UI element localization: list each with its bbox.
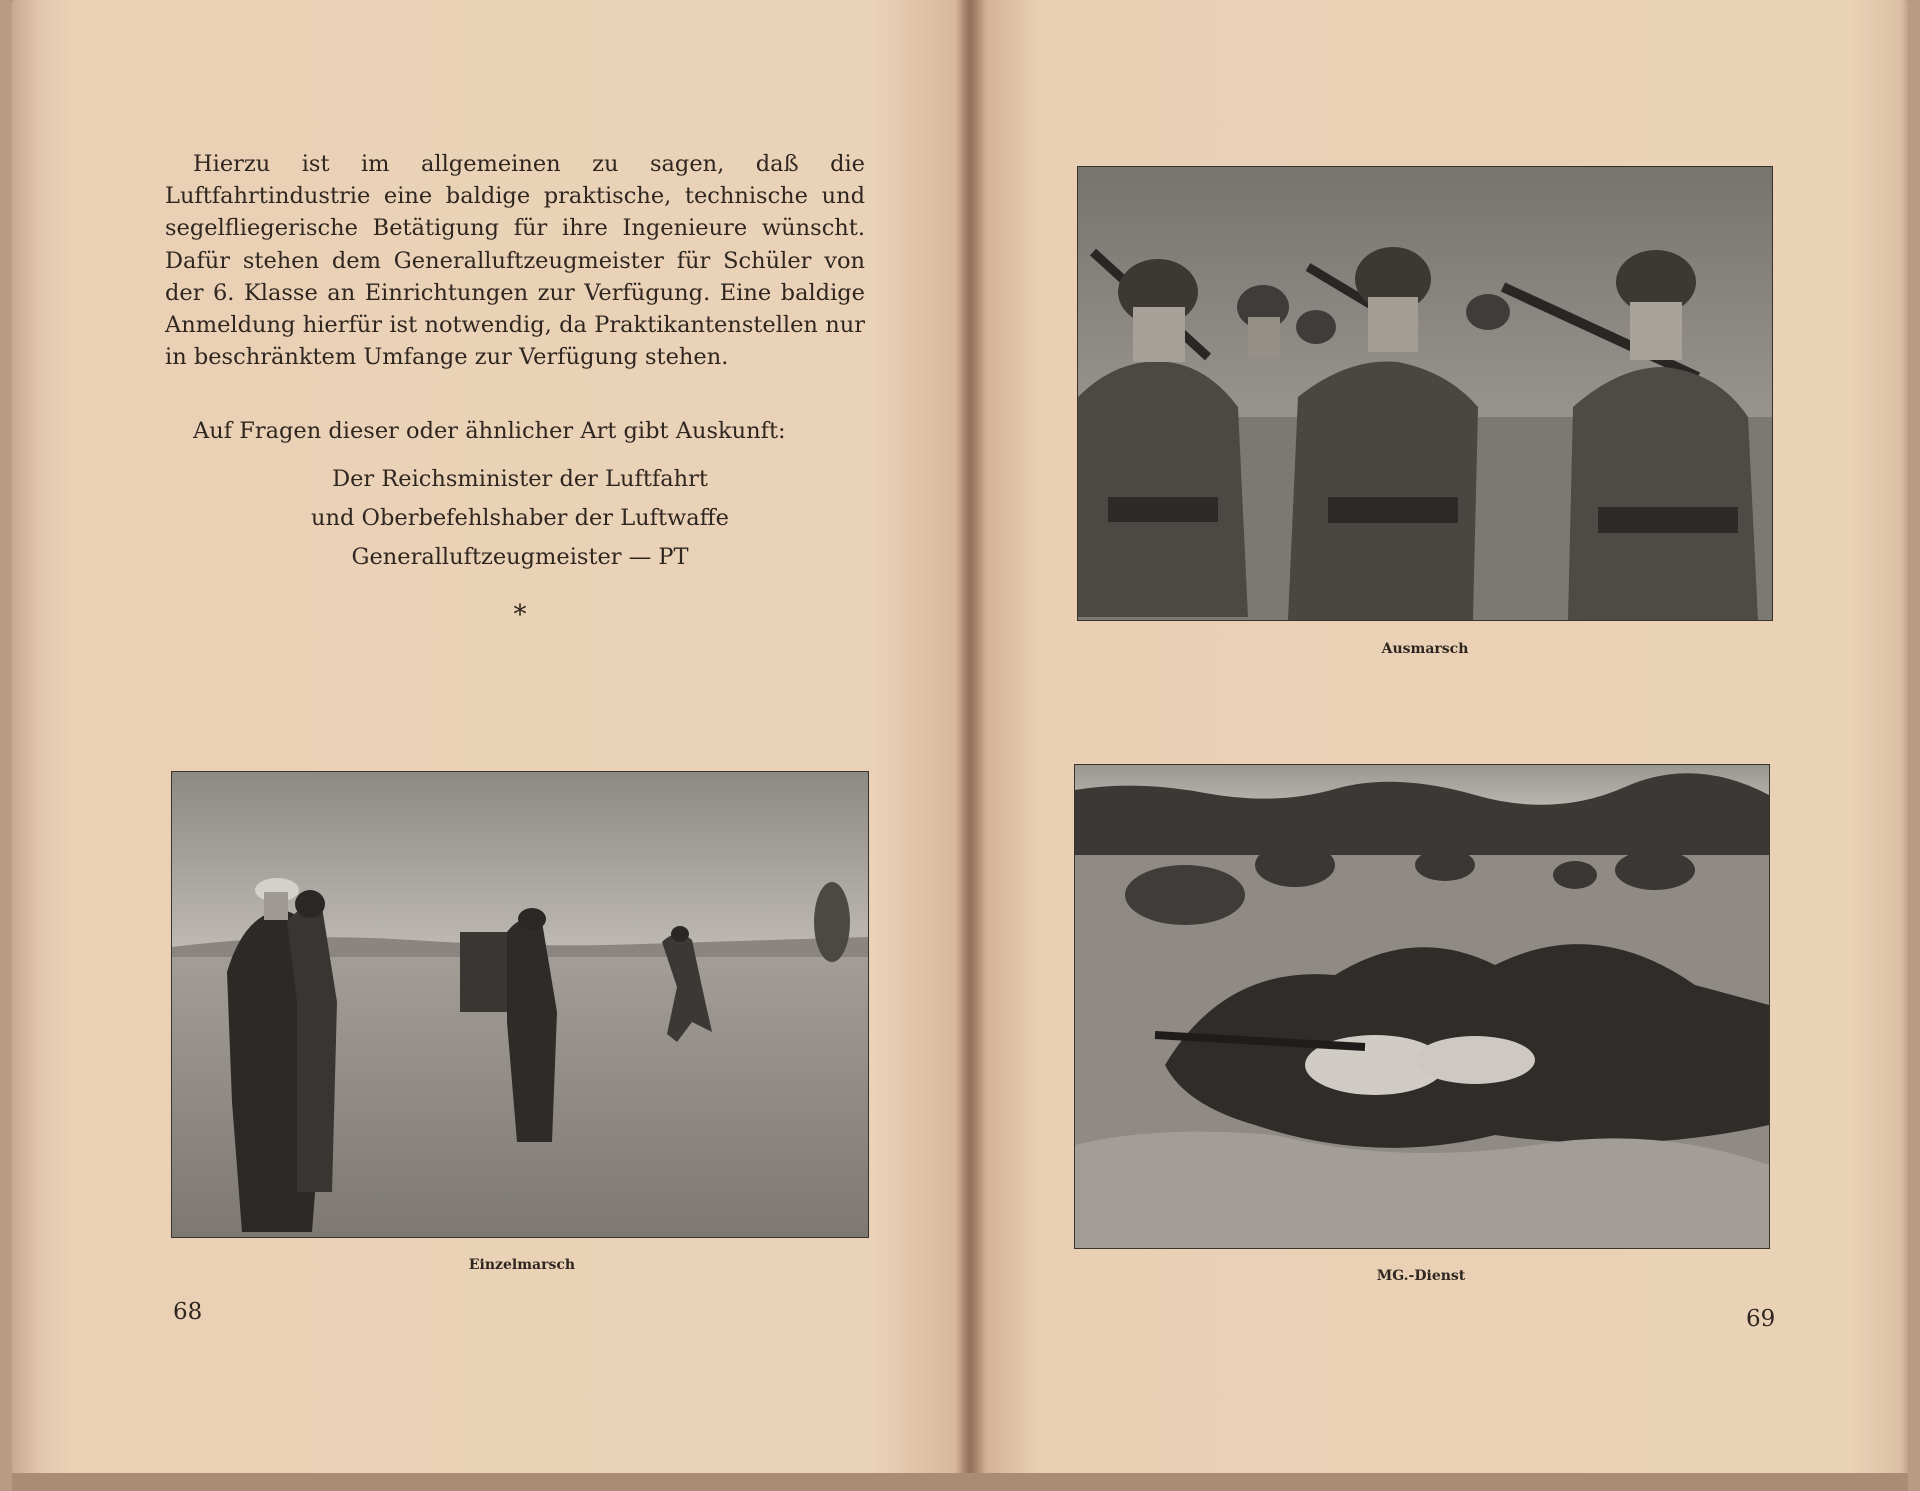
page-number: 69: [1746, 1306, 1776, 1332]
photo-caption: Einzelmarsch: [468, 1257, 576, 1273]
address-line: und Oberbefehlshaber der Luftwaffe: [311, 505, 729, 531]
photo-mg-dienst: [1074, 764, 1770, 1249]
photo-einzelmarsch-image: [172, 772, 868, 1237]
photo-ausmarsch-image: [1078, 167, 1772, 620]
address-line: Generalluftzeugmeister — PT: [351, 544, 689, 570]
section-separator: *: [513, 600, 527, 630]
photo-einzelmarsch: [171, 771, 869, 1238]
inquiry-line: Auf Fragen dieser oder ähnlicher Art gibt Auskunft:: [193, 418, 786, 444]
photo-mg-dienst-image: [1075, 765, 1769, 1248]
book-gutter: [955, 0, 985, 1480]
page-number: 68: [173, 1299, 203, 1325]
photo-caption: Ausmarsch: [1381, 641, 1469, 657]
body-paragraph: Hierzu ist im allgemeinen zu sagen, daß die Luftfahrtindustrie eine baldige praktische, technische und segelfliegerische Betätigung für ihre Ingenieure wünscht. Dafür stehen dem Generalluftzeugmeister für Schüler von der 6. Klasse an Einrichtungen zur Verfügung. Eine baldige Anmeldung hierfür ist notwendig, da Praktikantenstellen nur in beschränktem Umfange zur Verfügung stehen.: [165, 151, 865, 371]
page-edge: [12, 1473, 1908, 1491]
address-line: Der Reichsminister der Luftfahrt: [332, 466, 708, 492]
photo-caption: MG.-Dienst: [1376, 1268, 1466, 1284]
photo-ausmarsch: [1077, 166, 1773, 621]
address-block: [250, 460, 790, 577]
